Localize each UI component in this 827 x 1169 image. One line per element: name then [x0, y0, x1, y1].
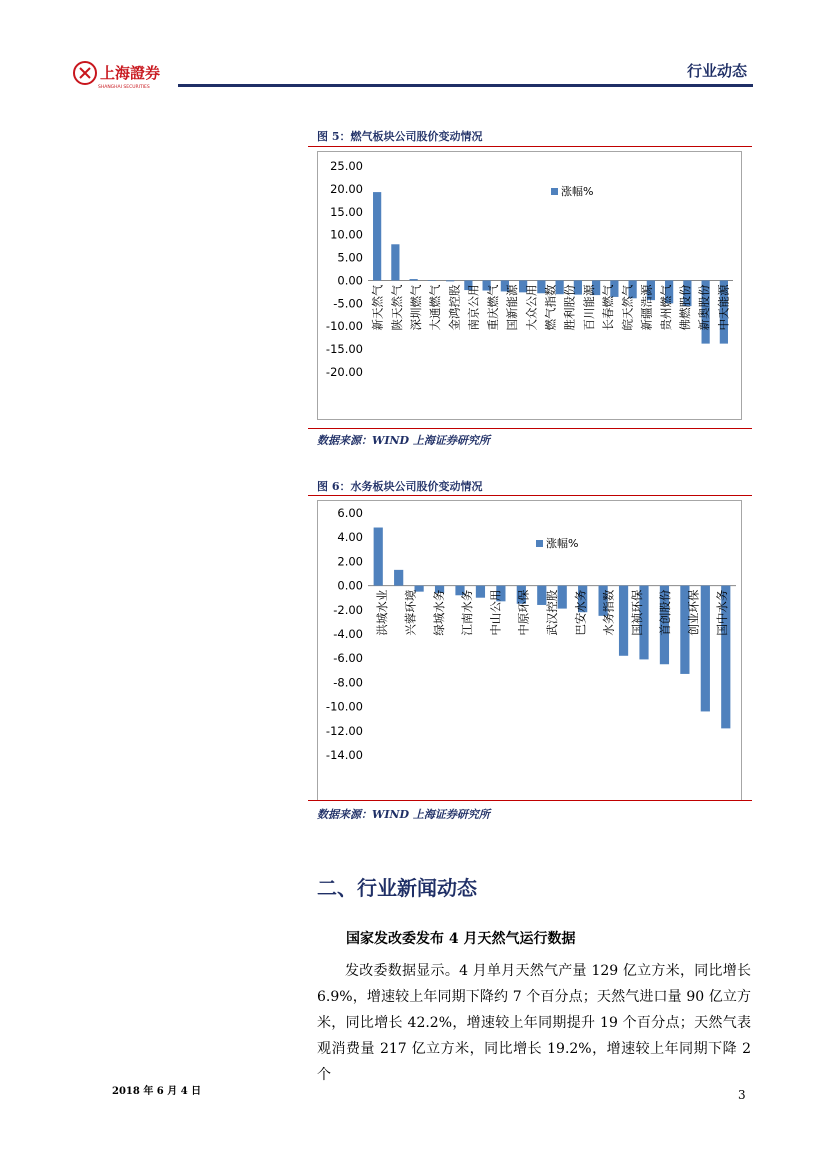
- category-label: 重庆燃气: [485, 284, 500, 331]
- category-label: 贵州燃气: [658, 284, 673, 331]
- y-tick-label: 25.00: [330, 159, 363, 173]
- category-label: 国新能源: [505, 284, 520, 331]
- category-label: 新疆浩源: [639, 284, 654, 331]
- y-tick-label: -4.00: [333, 627, 363, 641]
- legend-swatch: [536, 540, 543, 547]
- bar: [428, 280, 436, 281]
- category-label: 中山公用: [488, 589, 503, 636]
- header-rule: [178, 84, 753, 87]
- company-logo: [72, 60, 182, 90]
- figure6-title: 图 6：水务板块公司股价变动情况: [317, 480, 483, 493]
- figure6-chart-svg: [318, 501, 741, 800]
- bar: [373, 192, 381, 280]
- y-tick-label: 0.00: [337, 273, 363, 288]
- category-label: 金鸿控股: [447, 284, 462, 331]
- legend-label: 涨幅%: [546, 537, 579, 550]
- category-label: 绿城水务: [431, 589, 446, 636]
- figure5-source: 数据来源：WIND 上海证券研究所: [317, 434, 490, 447]
- category-label: 江南水务: [460, 589, 475, 636]
- figure5-title: 图 5：燃气板块公司股价变动情况: [317, 130, 483, 143]
- category-label: 陕天然气: [389, 284, 404, 331]
- category-label: 大众公用: [524, 284, 539, 331]
- category-label: 创业环保: [686, 589, 701, 636]
- figure5-rule: [308, 146, 752, 147]
- category-label: 洪城水业: [375, 589, 390, 636]
- y-tick-label: -10.00: [325, 319, 363, 334]
- y-tick-label: 15.00: [330, 204, 363, 219]
- legend-swatch: [551, 188, 558, 195]
- bar: [558, 586, 567, 609]
- bar: [446, 280, 454, 281]
- body-paragraph: 发改委数据显示。4 月单月天然气产量 129 亿立方米，同比增长 6.9%，增速较上年同期下降约 7 个百分点；天然气进口量 90 亿立方米，同比增长 42.2%，增速较上年同期提升 19 个百分点；天然气表观消费量 217 亿立方米，同比增长 19.2%，增速较上年同期下降 2 个: [317, 963, 751, 1083]
- category-label: 巴安水务: [573, 589, 588, 636]
- category-label: 国中水务: [714, 589, 729, 636]
- category-label: 百川能源: [581, 284, 596, 331]
- y-tick-label: -2.00: [333, 602, 363, 617]
- category-label: 中原环保: [516, 589, 531, 636]
- category-label: 南京公用: [466, 284, 481, 331]
- y-tick-label: -15.00: [325, 342, 363, 357]
- y-tick-label: 10.00: [330, 227, 363, 242]
- category-label: 胜利股份: [562, 284, 577, 331]
- y-tick-label: -5.00: [333, 296, 363, 311]
- figure5-chart-svg: [318, 152, 741, 419]
- y-tick-label: 20.00: [330, 181, 363, 196]
- legend-label: 涨幅%: [561, 185, 594, 198]
- y-tick-label: -14.00: [325, 748, 363, 762]
- bar: [701, 586, 710, 712]
- figure5-chart: [317, 151, 742, 420]
- news-title: 国家发改委发布 4 月天然气运行数据: [346, 931, 576, 947]
- y-tick-label: 6.00: [337, 506, 363, 520]
- bar: [374, 528, 383, 586]
- section-heading: 二、行业新闻动态: [317, 876, 477, 900]
- y-tick-label: 4.00: [337, 530, 363, 545]
- category-label: 燃气指数: [543, 284, 558, 331]
- figure5-bottom-rule: [308, 428, 752, 429]
- category-label: 新奥股份: [697, 284, 712, 331]
- figure6-rule: [308, 495, 752, 496]
- y-tick-label: -20.00: [325, 365, 363, 379]
- logo-text: 上海證券: [100, 64, 161, 82]
- category-label: 中天能源: [716, 284, 731, 331]
- header-section-title: 行业动态: [686, 62, 747, 80]
- bar: [476, 586, 485, 598]
- category-label: 深圳燃气: [409, 284, 424, 331]
- bar: [391, 244, 399, 280]
- figure6-bottom-rule: [308, 800, 752, 801]
- bar: [410, 279, 418, 280]
- category-label: 佛燃股份: [677, 284, 692, 331]
- category-label: 国祯环保: [629, 589, 644, 636]
- bar: [394, 570, 403, 586]
- category-label: 武汉控股: [545, 589, 559, 636]
- category-label: 水务指数: [601, 589, 616, 636]
- y-tick-label: -10.00: [325, 699, 363, 714]
- category-label: 新天然气: [370, 284, 385, 331]
- footer-date: 2018 年 6 月 4 日: [112, 1086, 202, 1097]
- page-number: 3: [738, 1088, 746, 1102]
- figure6-chart: [317, 500, 742, 801]
- bar: [619, 586, 628, 656]
- y-tick-label: 0.00: [337, 578, 363, 593]
- category-label: 皖天然气: [620, 284, 635, 331]
- y-tick-label: 2.00: [337, 554, 363, 569]
- category-label: 兴蓉环境: [403, 589, 418, 636]
- y-tick-label: -6.00: [333, 651, 363, 666]
- category-label: 长春燃气: [601, 284, 616, 331]
- y-tick-label: -12.00: [325, 723, 363, 738]
- category-label: 首创股份: [658, 589, 673, 636]
- figure6-source: 数据来源：WIND 上海证券研究所: [317, 808, 490, 821]
- y-tick-label: 5.00: [337, 250, 363, 265]
- y-tick-label: -8.00: [333, 675, 363, 690]
- category-label: 大通燃气: [428, 284, 443, 331]
- logo-subtext: SHANGHAI SECURITIES: [98, 85, 150, 90]
